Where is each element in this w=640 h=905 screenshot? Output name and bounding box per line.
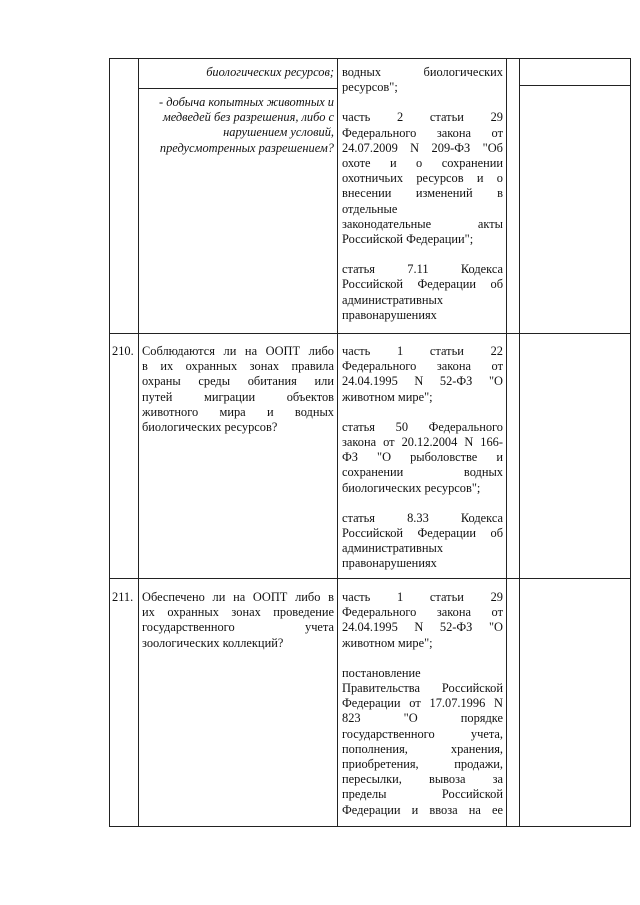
law-line: 823 "О порядке xyxy=(342,711,503,726)
law-cell-211 xyxy=(342,590,503,818)
law-line: Российской Федерации об xyxy=(342,526,503,541)
law-cell-row-1 xyxy=(342,65,503,323)
law-block xyxy=(342,666,503,818)
question-line: зоологических коллекций? xyxy=(142,635,284,650)
law-line: часть 1 статьи 22 xyxy=(342,344,503,358)
law-line: водных биологических xyxy=(342,65,503,79)
law-cell-210 xyxy=(342,344,503,572)
question-line: медведей без разрешения, либо с xyxy=(162,110,334,125)
law-block xyxy=(342,590,503,651)
law-line: Федерального закона от xyxy=(342,605,503,620)
question-cell-continued xyxy=(142,65,334,80)
law-line: законодательные акты xyxy=(342,216,503,231)
law-line: часть 1 статьи 29 xyxy=(342,590,503,604)
question-line: предусмотренных разрешением? xyxy=(159,140,334,155)
law-line: Федерального закона от xyxy=(342,125,503,140)
law-line: охоте и о сохранении xyxy=(342,156,503,171)
law-line: Федерального закона от xyxy=(342,359,503,374)
law-line: 24.04.1995 N 52-ФЗ "О xyxy=(342,374,503,389)
table-border-bottom xyxy=(109,826,631,827)
subrow-divider-extra xyxy=(519,85,631,86)
law-line: биологических ресурсов"; xyxy=(342,480,481,495)
law-line: ФЗ "О рыболовстве и xyxy=(342,450,503,465)
law-line: 24.07.2009 N 209-ФЗ "Об xyxy=(342,140,503,155)
question-line: Обеспечено ли на ООПТ либо в xyxy=(142,590,334,604)
column-divider-law xyxy=(506,58,507,827)
law-line: ресурсов"; xyxy=(342,80,398,95)
question-line: биологических ресурсов? xyxy=(142,420,278,435)
law-line: животном мире"; xyxy=(342,389,433,404)
law-line: статья 50 Федерального xyxy=(342,419,503,434)
subrow-divider-question xyxy=(138,88,338,89)
law-line: сохранении водных xyxy=(342,465,503,480)
law-line: Федерации и ввоза на ее xyxy=(342,802,503,817)
law-block xyxy=(342,262,503,323)
law-line: охотничьих ресурсов и о xyxy=(342,171,503,186)
law-line: государственного учета, xyxy=(342,726,503,741)
law-line: приобретения, продажи, xyxy=(342,757,503,772)
question-line: путей миграции объектов xyxy=(142,389,334,404)
question-line: охраны среды обитания или xyxy=(142,374,334,389)
law-line: отдельные xyxy=(342,201,398,216)
column-divider-question xyxy=(337,58,338,827)
question-cell-hunting xyxy=(142,95,334,156)
question-cell-210 xyxy=(142,344,334,435)
law-block xyxy=(342,110,503,247)
table-border-left xyxy=(109,58,110,827)
question-line: биологических ресурсов; xyxy=(206,65,334,79)
column-divider-extra xyxy=(519,58,520,827)
column-divider-number xyxy=(138,58,139,827)
law-line: пополнения, хранения, xyxy=(342,741,503,756)
law-line: постановление xyxy=(342,665,421,680)
law-line: административных xyxy=(342,292,444,307)
law-line: пределы Российской xyxy=(342,787,503,802)
law-line: 24.04.1995 N 52-ФЗ "О xyxy=(342,620,503,635)
question-line: нарушением условий, xyxy=(223,125,334,140)
table-border-right xyxy=(630,58,631,827)
question-line: государственного учета xyxy=(142,620,334,635)
law-line: Российской Федерации"; xyxy=(342,232,474,247)
row-divider-210 xyxy=(109,333,631,334)
row-number: 210. xyxy=(112,344,134,358)
law-line: статья 7.11 Кодекса xyxy=(342,262,503,277)
question-line: животного мира и водных xyxy=(142,404,334,419)
law-line: правонарушениях xyxy=(342,556,437,571)
question-cell-211 xyxy=(142,590,334,651)
law-line: внесении изменений в xyxy=(342,186,503,201)
row-divider-211 xyxy=(109,578,631,579)
law-line: статья 8.33 Кодекса xyxy=(342,510,503,525)
law-line: часть 2 статьи 29 xyxy=(342,110,503,125)
law-block xyxy=(342,65,503,95)
law-block xyxy=(342,420,503,496)
question-line: их охранных зонах проведение xyxy=(142,605,334,620)
law-line: Российской Федерации об xyxy=(342,277,503,292)
law-line: административных xyxy=(342,541,444,556)
law-line: Правительства Российской xyxy=(342,681,503,696)
law-line: правонарушениях xyxy=(342,307,437,322)
law-block xyxy=(342,344,503,405)
law-line: закона от 20.12.2004 N 166- xyxy=(342,435,503,450)
law-line: Федерации от 17.07.1996 N xyxy=(342,696,503,711)
question-line: - добыча копытных животных и xyxy=(159,95,334,109)
question-line: в их охранных зонах правила xyxy=(142,359,334,374)
table-border-top xyxy=(109,58,631,59)
law-line: животном мире"; xyxy=(342,635,433,650)
question-line: Соблюдаются ли на ООПТ либо xyxy=(142,344,334,358)
law-block xyxy=(342,511,503,572)
row-number: 211. xyxy=(112,590,134,604)
law-line: пересылки, вывоза за xyxy=(342,772,503,787)
